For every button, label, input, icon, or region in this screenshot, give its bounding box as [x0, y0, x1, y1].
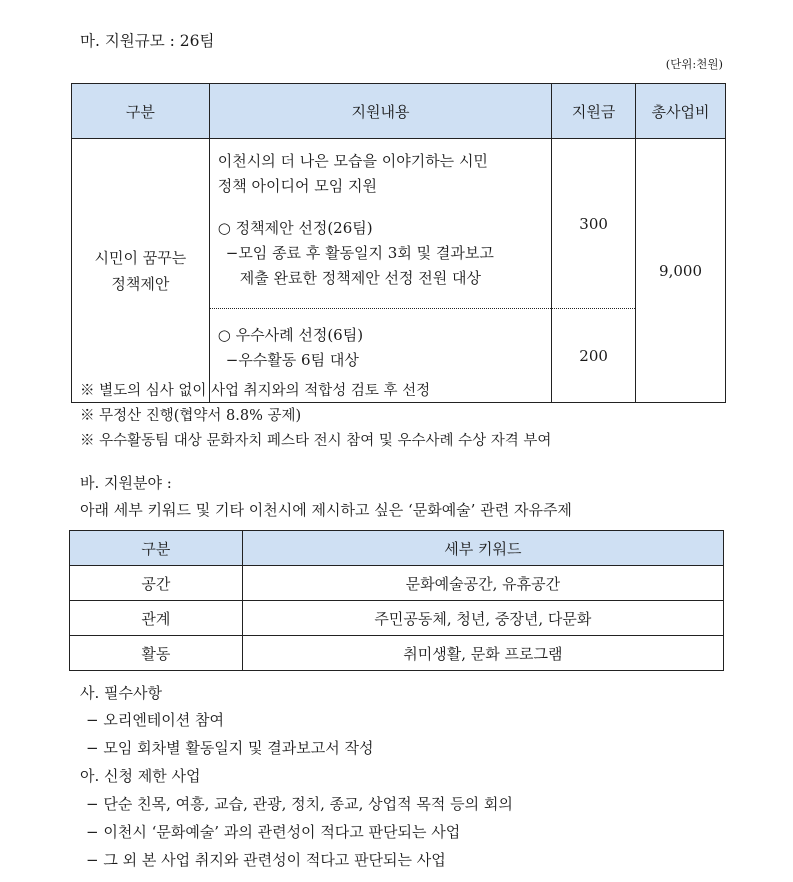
section-a-item: − 단순 친목, 여흥, 교습, 관광, 정치, 종교, 상업적 목적 등의 회의	[86, 795, 513, 813]
note-3: ※ 우수활동팀 대상 문화자치 페스타 전시 참여 및 우수사례 수상 자격 부여	[80, 433, 552, 449]
section-sa-title: 사. 필수사항	[80, 684, 162, 702]
section-ma-title: 마. 지원규모 : 26팀	[80, 32, 215, 50]
amount-cell-best: 200	[552, 309, 636, 403]
content-line: 이천시의 더 나은 모습을 이야기하는 시민	[217, 152, 488, 170]
header-amount: 지원금	[552, 84, 636, 139]
content-spacer	[218, 199, 543, 216]
row-category: 공간	[70, 566, 243, 601]
note-2: ※ 무정산 진행(협약서 8.8% 공제)	[80, 408, 302, 424]
section-ba-title: 바. 지원분야 :	[80, 474, 172, 492]
content-line: −우수활동 6팀 대상	[225, 351, 359, 369]
support-scale-table	[71, 83, 726, 403]
category-cell	[72, 139, 210, 403]
section-sa-item: − 모임 회차별 활동일지 및 결과보고서 작성	[86, 739, 374, 757]
unit-label: (단위:천원)	[665, 57, 723, 71]
table-row	[72, 139, 726, 309]
section-a-item: − 이천시 ‘문화예술’ 과의 관련성이 적다고 판단되는 사업	[86, 823, 461, 841]
header-category: 구분	[72, 84, 210, 139]
row-keywords: 문화예술공간, 유휴공간	[242, 566, 723, 601]
row-keywords: 취미생활, 문화 프로그램	[242, 636, 723, 671]
amount-cell-policy: 300	[552, 139, 636, 309]
content-line: 제출 완료한 정책제안 선정 전원 대상	[239, 269, 481, 287]
table-header-row	[70, 531, 724, 566]
category-line: 정책제안	[111, 274, 170, 293]
section-sa-item: − 오리엔테이션 참여	[86, 711, 225, 729]
table-header-row	[72, 84, 726, 139]
header-content: 지원내용	[209, 84, 551, 139]
content-line: ○ 정책제안 선정(26팀)	[217, 219, 373, 237]
table-row	[70, 566, 724, 601]
row-category: 활동	[70, 636, 243, 671]
header-category: 구분	[70, 531, 243, 566]
row-category: 관계	[70, 601, 243, 636]
support-field-table	[69, 530, 724, 671]
header-keywords: 세부 키워드	[242, 531, 723, 566]
section-a-item: − 그 외 본 사업 취지와 관련성이 적다고 판단되는 사업	[86, 851, 446, 869]
content-line: ○ 우수사례 선정(6팀)	[217, 326, 364, 344]
section-ba-description: 아래 세부 키워드 및 기타 이천시에 제시하고 싶은 ‘문화예술’ 관련 자유주제	[80, 501, 572, 519]
content-line: 정책 아이디어 모임 지원	[217, 177, 377, 195]
category-line: 시민이 꿈꾸는	[94, 248, 187, 267]
header-total: 총사업비	[636, 84, 726, 139]
table-row	[70, 601, 724, 636]
row-keywords: 주민공동체, 청년, 중장년, 다문화	[242, 601, 723, 636]
total-cell: 9,000	[636, 139, 726, 403]
note-1: ※ 별도의 심사 없이 사업 취지와의 적합성 검토 후 선정	[80, 383, 431, 399]
table-row	[70, 636, 724, 671]
content-cell-policy	[209, 139, 551, 309]
section-a-title: 아. 신청 제한 사업	[80, 767, 201, 785]
content-line: −모임 종료 후 활동일지 3회 및 결과보고	[225, 244, 494, 262]
